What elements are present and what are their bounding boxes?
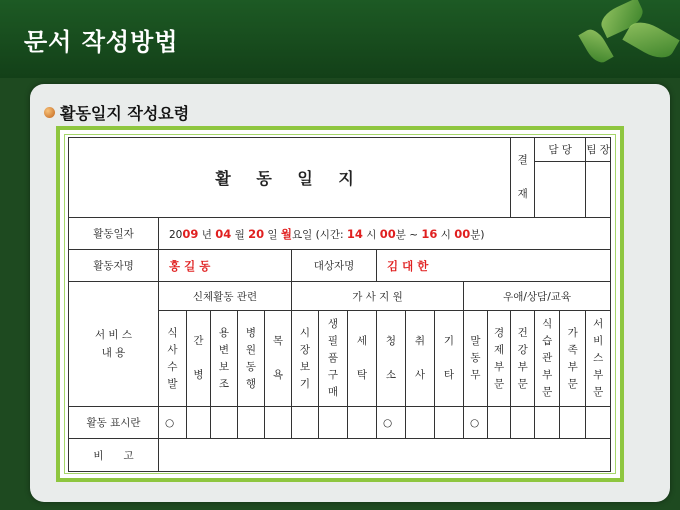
activity-mark-cell[interactable]: ○ bbox=[464, 407, 488, 439]
service-group-physical: 신체활동 관련 bbox=[159, 282, 292, 311]
activity-mark-cell[interactable] bbox=[435, 407, 464, 439]
date-label: 활동일자 bbox=[69, 218, 159, 250]
activity-mark-cell[interactable] bbox=[560, 407, 586, 439]
activity-mark-cell[interactable] bbox=[238, 407, 265, 439]
activity-mark-cell[interactable] bbox=[292, 407, 319, 439]
activity-mark-cell[interactable] bbox=[348, 407, 377, 439]
approval-col-manager: 담 당 bbox=[535, 138, 586, 162]
service-item: 간 병 bbox=[187, 311, 211, 407]
service-group-counseling: 우애/상담/교육 bbox=[464, 282, 611, 311]
approval-col-team-lead: 팀 장 bbox=[586, 138, 611, 162]
activity-mark-cell[interactable]: ○ bbox=[159, 407, 187, 439]
activity-mark-cell[interactable] bbox=[488, 407, 511, 439]
form-title: 활 동 일 지 bbox=[215, 169, 364, 188]
activity-mark-cell[interactable]: ○ bbox=[377, 407, 406, 439]
service-item: 가 족 부 문 bbox=[560, 311, 586, 407]
service-item: 병 원 동 행 bbox=[238, 311, 265, 407]
activity-mark-cell[interactable] bbox=[586, 407, 611, 439]
activity-mark-cell[interactable] bbox=[511, 407, 535, 439]
service-item: 목 욕 bbox=[265, 311, 292, 407]
activity-mark-cell[interactable] bbox=[265, 407, 292, 439]
approval-sign-manager[interactable] bbox=[535, 162, 586, 218]
service-item: 생 필 품 구 매 bbox=[319, 311, 348, 407]
service-label: 서 비 스 내 용 bbox=[69, 282, 159, 407]
worker-name-value[interactable]: 홍 길 동 bbox=[159, 250, 292, 282]
header-bar bbox=[0, 0, 680, 78]
service-item: 기 타 bbox=[435, 311, 464, 407]
service-item: 말 동 무 bbox=[464, 311, 488, 407]
service-item: 건 강 부 문 bbox=[511, 311, 535, 407]
activity-log-form bbox=[68, 137, 611, 472]
service-item: 서 비 스 부 문 bbox=[586, 311, 611, 407]
service-group-housework: 가 사 지 원 bbox=[292, 282, 464, 311]
remarks-value[interactable] bbox=[159, 439, 611, 472]
target-name-label: 대상자명 bbox=[292, 250, 377, 282]
service-item: 시 장 보 기 bbox=[292, 311, 319, 407]
page-title: 문서 작성방법 bbox=[24, 28, 179, 56]
service-item: 청 소 bbox=[377, 311, 406, 407]
activity-mark-cell[interactable] bbox=[406, 407, 435, 439]
target-name-value[interactable]: 김 대 한 bbox=[377, 250, 611, 282]
marks-label: 활동 표시란 bbox=[69, 407, 159, 439]
worker-name-label: 활동자명 bbox=[69, 250, 159, 282]
activity-mark-cell[interactable] bbox=[187, 407, 211, 439]
approval-sign-team-lead[interactable] bbox=[586, 162, 611, 218]
service-item: 용 변 보 조 bbox=[211, 311, 238, 407]
service-item: 식 습 관 부 문 bbox=[535, 311, 560, 407]
activity-mark-cell[interactable] bbox=[319, 407, 348, 439]
activity-mark-cell[interactable] bbox=[535, 407, 560, 439]
remarks-label: 비 고 bbox=[69, 439, 159, 472]
date-value[interactable]: 2009 년 04 월 20 일 월요일 (시간: 14 시 00분 ~ 16 시 00분) bbox=[159, 218, 611, 250]
service-item: 세 탁 bbox=[348, 311, 377, 407]
form-title-cell bbox=[69, 138, 511, 218]
approval-label: 결 재 bbox=[511, 138, 535, 218]
section-subtitle: 활동일지 작성요령 bbox=[60, 104, 190, 123]
service-item: 취 사 bbox=[406, 311, 435, 407]
bullet-icon bbox=[44, 107, 55, 118]
service-item: 식 사 수 발 bbox=[159, 311, 187, 407]
service-item: 경 제 부 문 bbox=[488, 311, 511, 407]
activity-mark-cell[interactable] bbox=[211, 407, 238, 439]
